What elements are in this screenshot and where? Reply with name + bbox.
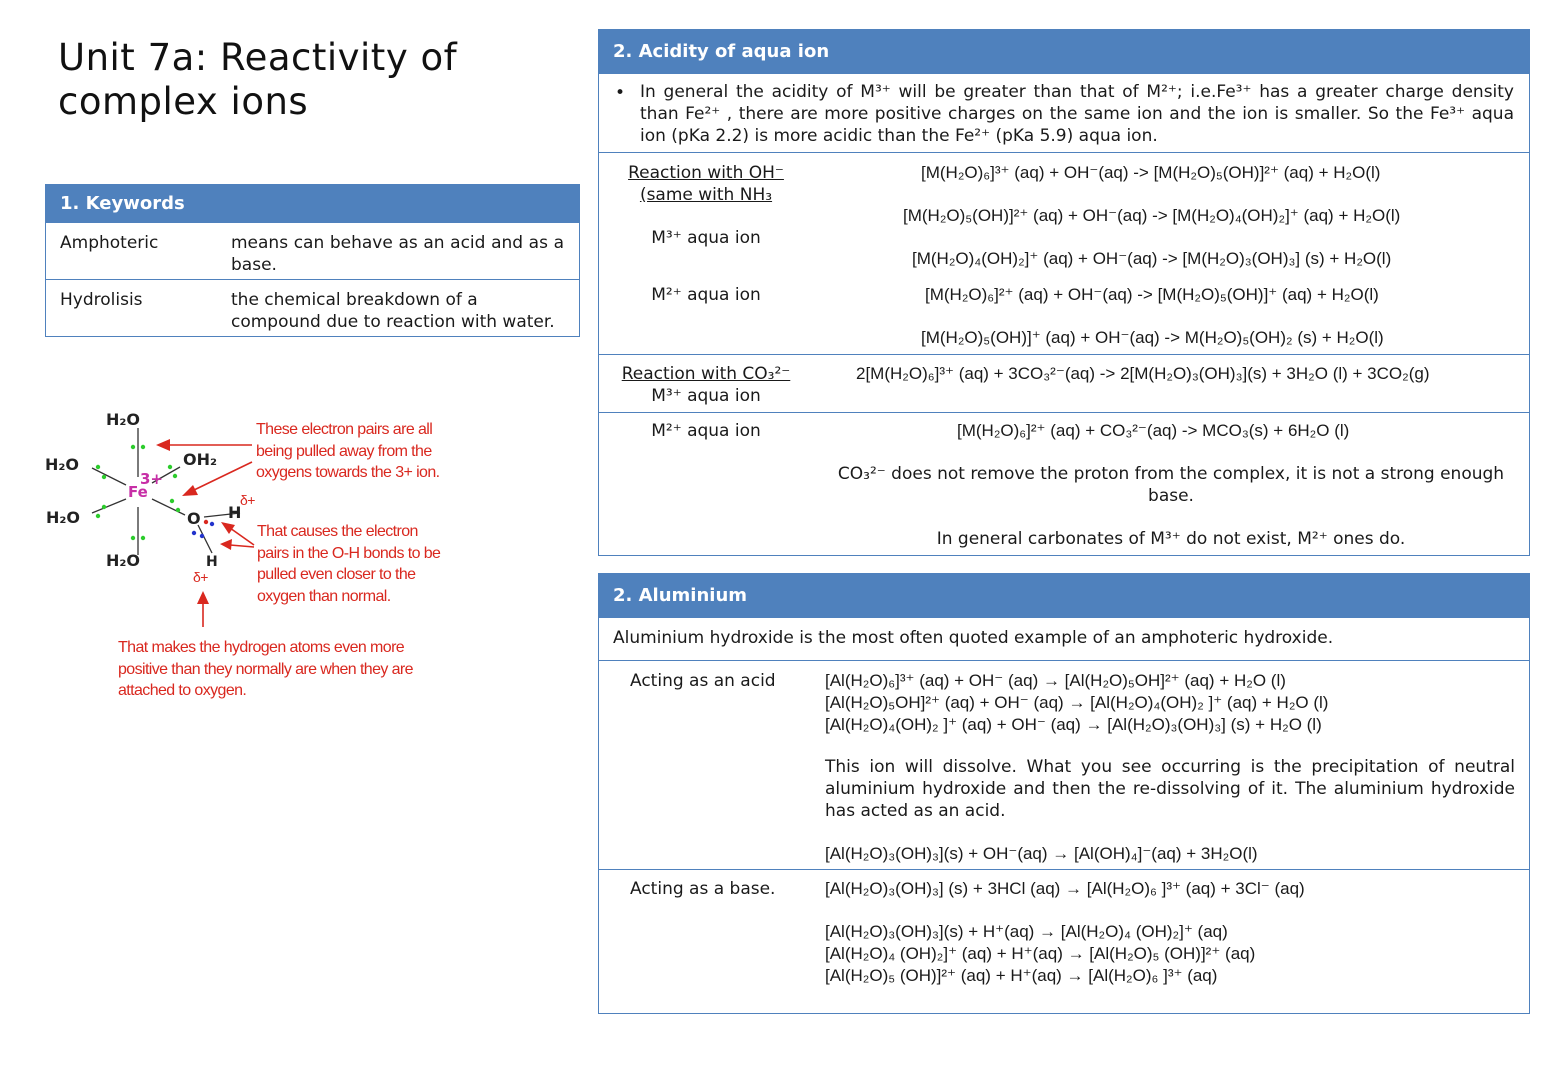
m3-aqua-label: M³⁺ aqua ion <box>651 386 761 406</box>
aluminium-acid-note: This ion will dissolve. What you see occurring is the precipitation of neutral aluminium hydroxide and then the re-dissolving of it. The aluminium hydroxide has acted as an acid. <box>825 757 1515 821</box>
carbonate-m2-row <box>599 412 1529 557</box>
equation: [Al(H₂O)₄(OH)₂ ]⁺ (aq) + OH⁻ (aq) → [Al(H₂O)₃(OH)₃] (s) + H₂O (l) <box>825 715 1322 734</box>
keyword-definition: means can behave as an acid and as a base. <box>231 233 564 275</box>
iron-ion: Fe <box>128 483 148 501</box>
carbonate-m3-row <box>599 354 1529 412</box>
oxygen-atom: O <box>187 509 201 528</box>
hydrogen-atom-right: H <box>228 503 242 522</box>
aluminium-base-row <box>599 869 1529 1015</box>
keyword-row <box>46 222 579 280</box>
ligand-h2o-left-upper: H₂O <box>45 455 79 474</box>
acidity-intro-row <box>599 73 1529 153</box>
ligand-h2o-top: H₂O <box>106 410 140 429</box>
co3-reaction-label <box>613 363 799 407</box>
keyword-definition: the chemical breakdown of a compound due to reaction with water. <box>231 290 555 332</box>
equation: 2[M(H₂O)₆]³⁺ (aq) + 3CO₃²⁻(aq) -> 2[M(H₂O)₃(OH)₃](s) + 3H₂O (l) + 3CO₂(g) <box>856 364 1430 383</box>
aluminium-intro-row <box>599 617 1529 661</box>
equation: [Al(H₂O)₆]³⁺ (aq) + OH⁻ (aq) → [Al(H₂O)₅OH]²⁺ (aq) + H₂O (l) <box>825 671 1286 690</box>
keyword-row <box>46 279 579 337</box>
m2-aqua-label: M²⁺ aqua ion <box>651 285 761 305</box>
oh-reaction-subtitle: (same with NH₃ <box>639 185 773 205</box>
equation: [M(H₂O)₆]²⁺ (aq) + OH⁻(aq) -> [M(H₂O)₅(OH)]⁺ (aq) + H₂O(l) <box>925 285 1379 304</box>
carbonate-general-note: In general carbonates of M³⁺ do not exist, M²⁺ ones do. <box>936 529 1406 549</box>
bullet-icon: • <box>615 83 626 103</box>
equation: [Al(H₂O)₅OH]²⁺ (aq) + OH⁻ (aq) → [Al(H₂O)₄(OH)₂ ]⁺ (aq) + H₂O (l) <box>825 693 1329 712</box>
keywords-heading: 1. Keywords <box>46 185 579 222</box>
m3-aqua-label: M³⁺ aqua ion <box>651 228 761 248</box>
ligand-oh2: OH₂ <box>183 450 217 469</box>
equation: [Al(H₂O)₃(OH)₃] (s) + 3HCl (aq) → [Al(H₂O)₆ ]³⁺ (aq) + 3Cl⁻ (aq) <box>825 879 1305 898</box>
keyword-term: Hydrolisis <box>60 290 143 310</box>
equation: [Al(H₂O)₃(OH)₃](s) + H⁺(aq) → [Al(H₂O)₄ (OH)₂]⁺ (aq) <box>825 922 1228 941</box>
equation: [M(H₂O)₅(OH)]⁺ (aq) + OH⁻(aq) -> M(H₂O)₅(OH)₂ (s) + H₂O(l) <box>921 328 1384 347</box>
equation: [Al(H₂O)₄ (OH)₂]⁺ (aq) + H⁺(aq) → [Al(H₂O)₅ (OH)]²⁺ (aq) <box>825 944 1256 963</box>
equation: [Al(H₂O)₅ (OH)]²⁺ (aq) + H⁺(aq) → [Al(H₂O)₆ ]³⁺ (aq) <box>825 966 1218 985</box>
hydroxide-reactions-row <box>599 152 1529 354</box>
ligand-h2o-left-lower: H₂O <box>46 508 80 527</box>
acting-as-base-label: Acting as a base. <box>630 879 776 899</box>
carbonate-note: CO₃²⁻ does not remove the proton from the complex, it is not a strong enough base. <box>837 464 1505 506</box>
keywords-box <box>45 184 580 337</box>
acidity-intro: In general the acidity of M³⁺ will be greater than that of M²⁺; i.e.Fe³⁺ has a greater charge density than Fe²⁺ , there are more positive charges on the same ion and the ion is smaller. So the Fe³⁺ aqua ion (pKa 2.2) is more acidic than the Fe²⁺ (pKa 5.9) aqua ion. <box>640 82 1514 146</box>
annotation-electron-pairs: These electron pairs are all being pulled away from the oxygens towards the 3+ ion. <box>256 421 440 481</box>
annotation-oh-bonds: That causes the electron pairs in the O-H bonds to be pulled even closer to the oxygen than normal. <box>257 523 441 605</box>
oh-reaction-label <box>613 162 799 249</box>
acting-as-acid-label: Acting as an acid <box>630 671 776 691</box>
aluminium-heading: 2. Aluminium <box>599 574 1529 617</box>
aluminium-intro: Aluminium hydroxide is the most often quoted example of an amphoteric hydroxide. <box>613 628 1334 648</box>
equation: [M(H₂O)₆]²⁺ (aq) + CO₃²⁻(aq) -> MCO₃(s) + 6H₂O (l) <box>957 421 1350 440</box>
polarisation-diagram <box>30 395 590 715</box>
ligand-h2o-bottom: H₂O <box>106 551 140 570</box>
aluminium-acid-row <box>599 660 1529 870</box>
equation: [M(H₂O)₆]³⁺ (aq) + OH⁻(aq) -> [M(H₂O)₅(OH)]²⁺ (aq) + H₂O(l) <box>921 163 1381 182</box>
acidity-box <box>598 29 1530 556</box>
page-title: Unit 7a: Reactivity of complex ions <box>58 36 458 123</box>
ion-charge: 3+ <box>140 470 164 488</box>
annotation-hydrogen-positive: That makes the hydrogen atoms even more positive than they normally are when they are attached to oxygen. <box>118 639 413 699</box>
m2-aqua-label: M²⁺ aqua ion <box>651 421 761 441</box>
equation: [M(H₂O)₅(OH)]²⁺ (aq) + OH⁻(aq) -> [M(H₂O)₄(OH)₂]⁺ (aq) + H₂O(l) <box>903 206 1401 225</box>
acidity-heading: 2. Acidity of aqua ion <box>599 30 1529 73</box>
equation: [Al(H₂O)₃(OH)₃](s) + OH⁻(aq) → [Al(OH)₄]⁻(aq) + 3H₂O(l) <box>825 844 1258 863</box>
hydrogen-atom-bottom: H <box>206 554 218 570</box>
delta-plus-label: δ+ <box>240 492 255 508</box>
keyword-term: Amphoteric <box>60 233 159 253</box>
oh-reaction-title: Reaction with OH⁻ <box>628 163 784 183</box>
equation: [M(H₂O)₄(OH)₂]⁺ (aq) + OH⁻(aq) -> [M(H₂O)₃(OH)₃] (s) + H₂O(l) <box>912 249 1392 268</box>
delta-plus-label: δ+ <box>193 569 208 585</box>
co3-reaction-title: Reaction with CO₃²⁻ <box>621 364 791 384</box>
aluminium-box <box>598 573 1530 1014</box>
